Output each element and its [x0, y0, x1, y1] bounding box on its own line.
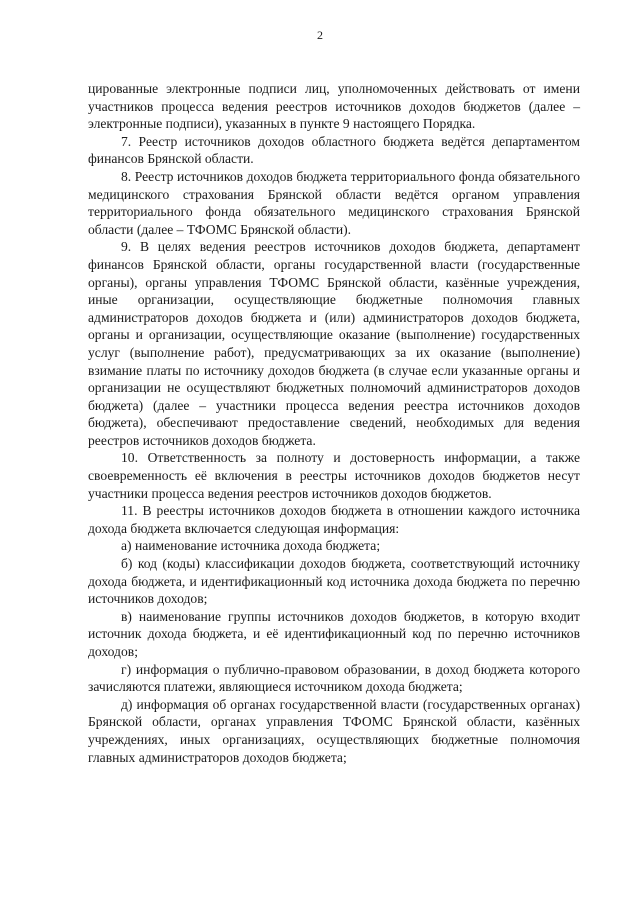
- paragraph-9: 9. В целях ведения реестров источников доходов бюджета, департамент финансов Брянской области, органы государственной власти (государственные органы), органы управления ТФОМС Брянской области, казённые учреждения, иные организации, осуществляющие бюджетные полномочия главных администраторов доходов бюджета и (или) администраторов доходов бюджета, органы и организации, осуществляющие оказание (выполнение) государственных услуг (выполнение работ), предусматривающих за их оказание (выполнение) взимание платы по источнику доходов бюджета (в случае если указанные органы и организации не осуществляют бюджетных полномочий администраторов доходов бюджета) (далее – участники процесса ведения реестра источников доходов бюджета), обеспечивают предоставление сведений, необходимых для ведения реестров источников доходов бюджета.: [88, 239, 580, 448]
- page-number: 2: [317, 28, 323, 42]
- list-item-v: в) наименование группы источников доходов бюджетов, в которую входит источник дохода бюджета, и её идентификационный код по перечню источников доходов;: [88, 608, 580, 659]
- list-item-g: г) информация о публично-правовом образовании, в доход бюджета которого зачисляются платежи, являющиеся источником дохода бюджета;: [88, 661, 580, 695]
- paragraph-8: 8. Реестр источников доходов бюджета территориального фонда обязательного медицинского страхования Брянской области ведётся органом управления территориального фонда обязательного медицинского страхования Брянской области (далее – ТФОМС Брянской области).: [88, 168, 580, 237]
- list-item-a: а) наименование источника дохода бюджета;: [121, 538, 381, 554]
- paragraph-10: 10. Ответственность за полноту и достоверность информации, а также своевременность её включения в реестры источников доходов бюджетов несут участники процесса ведения реестров источников доходов бюджетов.: [88, 450, 580, 501]
- paragraph-11: 11. В реестры источников доходов бюджета в отношении каждого источника дохода бюджета включается следующая информация:: [88, 503, 580, 536]
- document-body: [88, 80, 580, 766]
- list-item-b: б) код (коды) классификации доходов бюджета, соответствующий источнику дохода бюджета, и идентификационный код источника дохода бюджета по перечню источников доходов;: [88, 556, 580, 607]
- paragraph-continuation: цированные электронные подписи лиц, уполномоченных действовать от имени участников процесса ведения реестров источников доходов бюджетов (далее – электронные подписи), указанных в пункте 9 настоящего Порядка.: [88, 81, 580, 132]
- list-item-d: д) информация об органах государственной власти (государственных органах) Брянской области, органах управления ТФОМС Брянской области, казённых учреждениях, иных организациях, осуществляющих бюджетные полномочия главных администраторов доходов бюджета;: [88, 696, 580, 765]
- paragraph-7: 7. Реестр источников доходов областного бюджета ведётся департаментом финансов Брянской области.: [88, 133, 580, 167]
